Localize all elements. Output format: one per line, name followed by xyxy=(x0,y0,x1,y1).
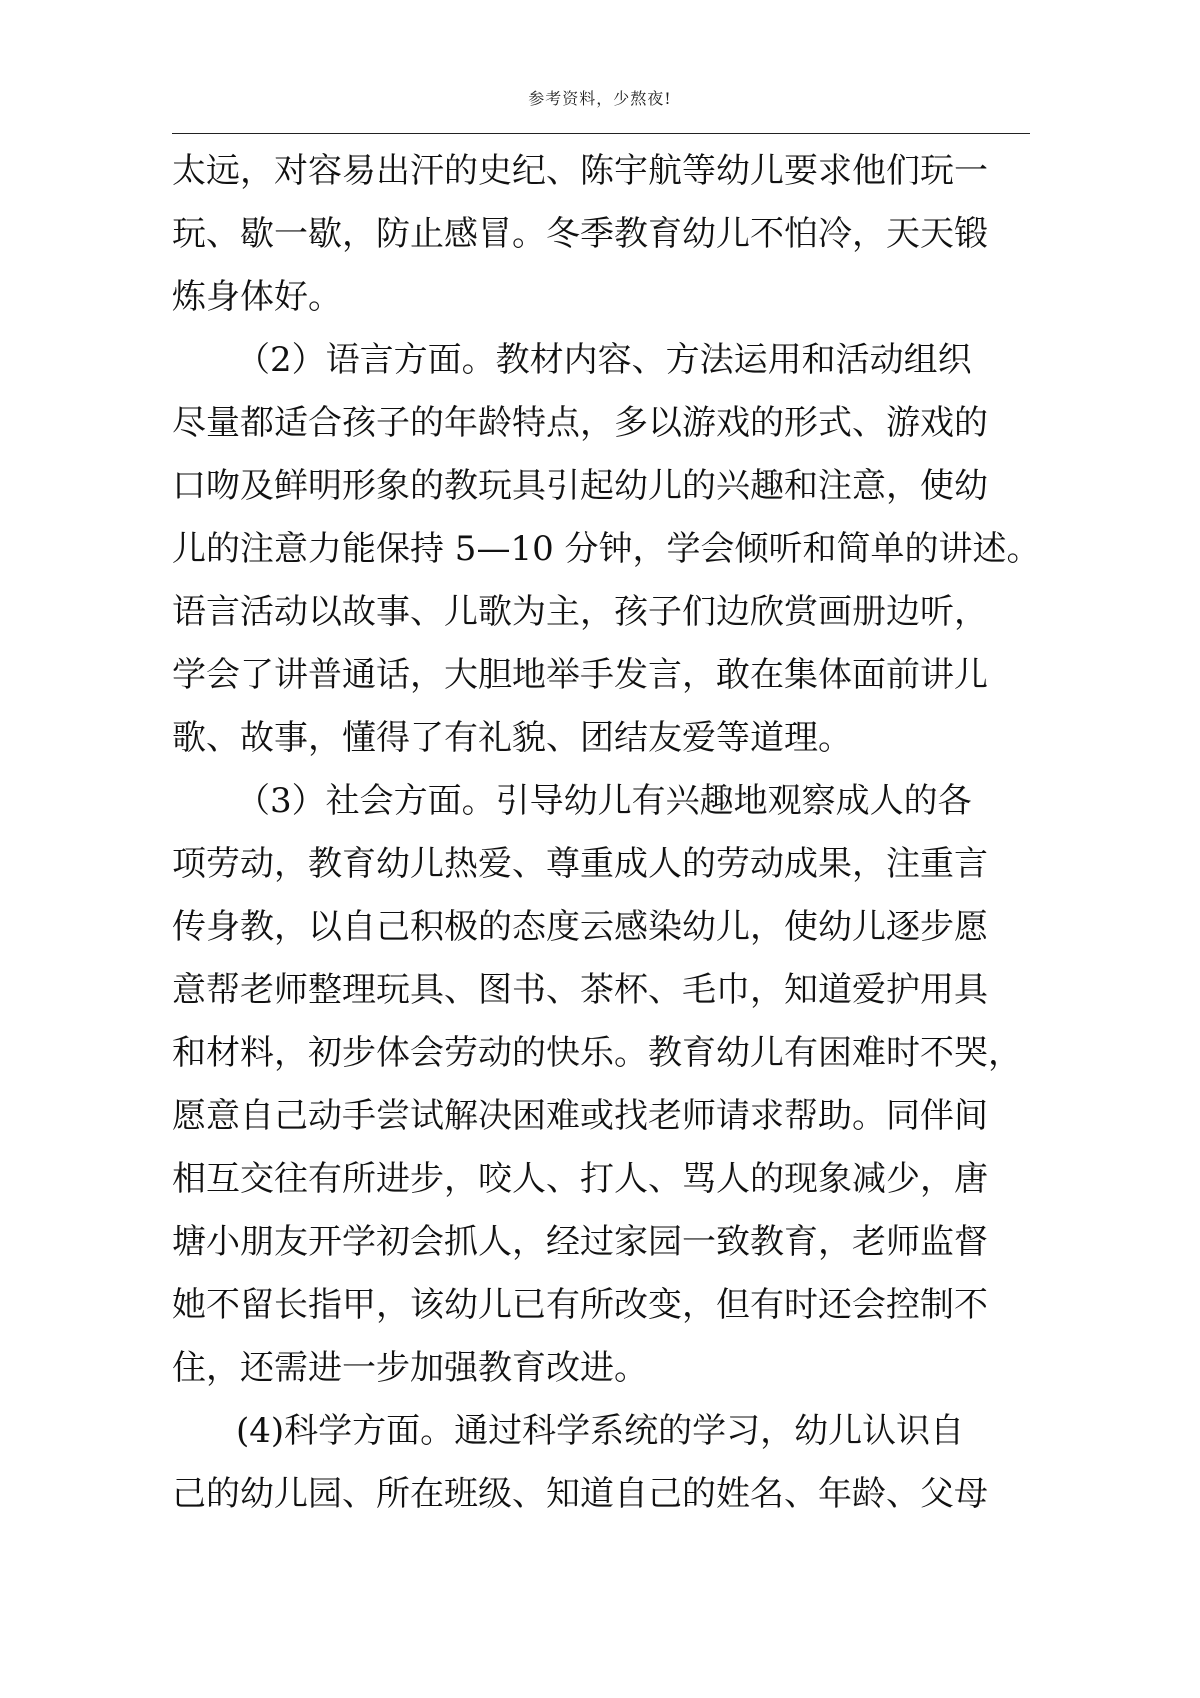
text-line: 塘小朋友开学初会抓人，经过家园一致教育，老师监督 xyxy=(172,1222,988,1262)
text-line: 太远，对容易出汗的史纪、陈宇航等幼儿要求他们玩一 xyxy=(172,151,988,191)
header-divider xyxy=(172,133,1030,134)
paragraph-start-science: (4)科学方面。通过科学系统的学习，幼儿认识自 xyxy=(236,1411,965,1451)
text-line: 住，还需进一步加强教育改进。 xyxy=(172,1348,648,1388)
text-line: 炼身体好。 xyxy=(172,277,342,317)
text-line: 玩、歇一歇，防止感冒。冬季教育幼儿不怕冷，天天锻 xyxy=(172,214,988,254)
text-line: 项劳动，教育幼儿热爱、尊重成人的劳动成果，注重言 xyxy=(172,844,988,884)
text-line: 相互交往有所进步，咬人、打人、骂人的现象减少，唐 xyxy=(172,1159,988,1199)
paragraph-start-language: （2）语言方面。教材内容、方法运用和活动组织 xyxy=(236,340,972,380)
text-line: 愿意自己动手尝试解决困难或找老师请求帮助。同伴间 xyxy=(172,1096,988,1136)
text-line: 意帮老师整理玩具、图书、茶杯、毛巾，知道爱护用具 xyxy=(172,970,988,1010)
paragraph-start-social: （3）社会方面。引导幼儿有兴趣地观察成人的各 xyxy=(236,781,972,821)
text-line: 和材料，初步体会劳动的快乐。教育幼儿有困难时不哭， xyxy=(172,1033,1022,1073)
text-line: 口吻及鲜明形象的教玩具引起幼儿的兴趣和注意，使幼 xyxy=(172,466,988,506)
text-line: 歌、故事，懂得了有礼貌、团结友爱等道理。 xyxy=(172,718,852,758)
text-line: 儿的注意力能保持 5—10 分钟，学会倾听和简单的讲述。 xyxy=(172,529,1041,569)
page-header: 参考资料，少熬夜! xyxy=(528,89,672,108)
text-line: 尽量都适合孩子的年龄特点，多以游戏的形式、游戏的 xyxy=(172,403,988,443)
text-line: 己的幼儿园、所在班级、知道自己的姓名、年龄、父母 xyxy=(172,1474,988,1514)
body-text xyxy=(172,140,1052,1526)
text-line: 学会了讲普通话，大胆地举手发言，敢在集体面前讲儿 xyxy=(172,655,988,695)
text-line: 她不留长指甲，该幼儿已有所改变，但有时还会控制不 xyxy=(172,1285,988,1325)
text-line: 语言活动以故事、儿歌为主，孩子们边欣赏画册边听， xyxy=(172,592,988,632)
text-line: 传身教，以自己积极的态度云感染幼儿，使幼儿逐步愿 xyxy=(172,907,988,947)
